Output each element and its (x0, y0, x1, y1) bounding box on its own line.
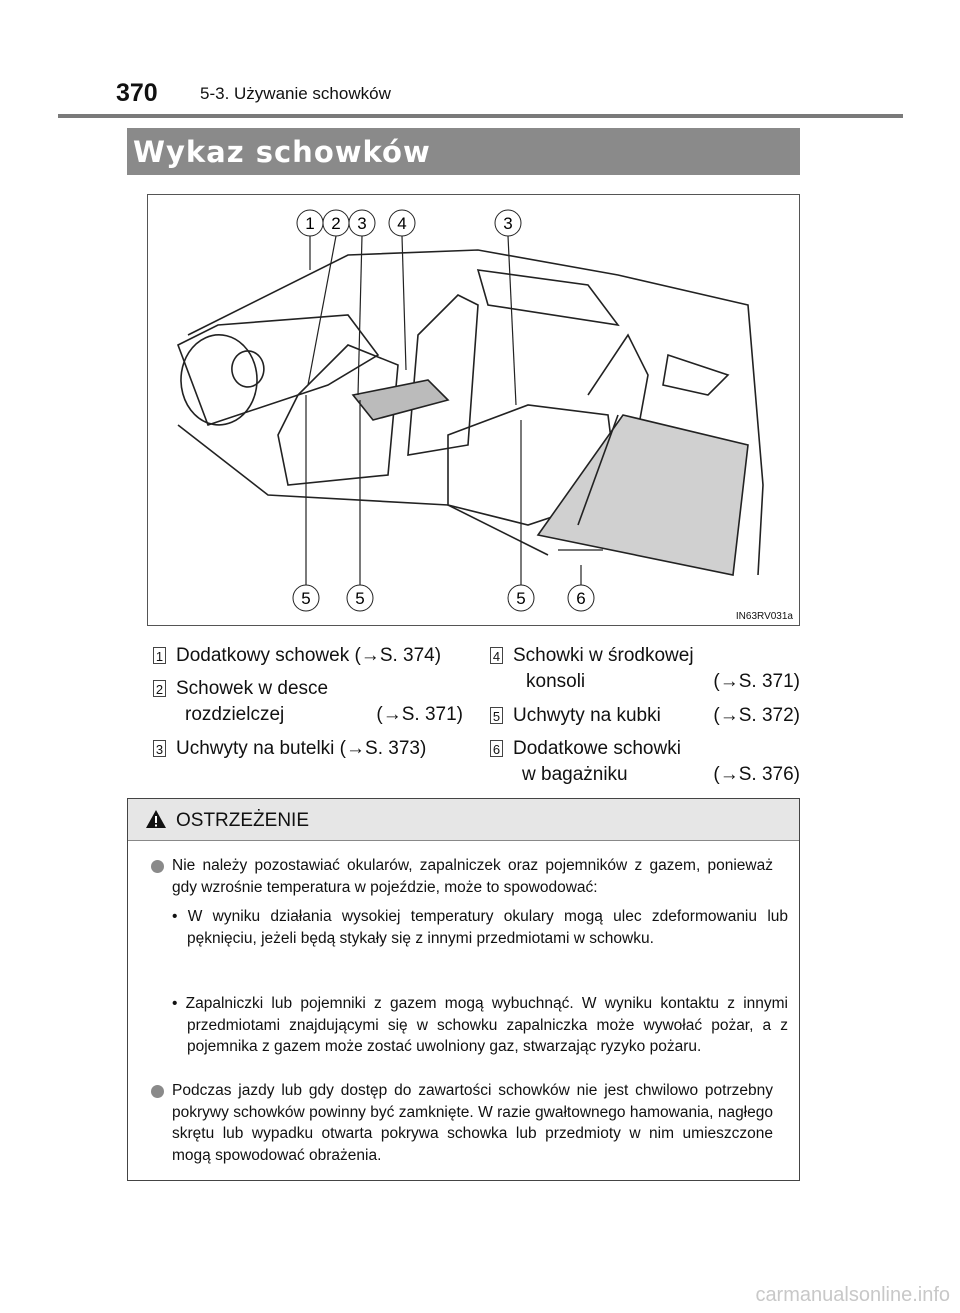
header-rule (58, 114, 903, 118)
passenger-seat (408, 295, 478, 455)
legend-label-line2: rozdzielczej (185, 704, 285, 725)
callout-2-top (323, 210, 349, 236)
legend-ref: S. 374 (379, 645, 435, 666)
svg-text:3: 3 (357, 214, 367, 233)
callout-4-top (389, 210, 415, 236)
svg-text:1: 1 (305, 214, 315, 233)
page-number: 370 (116, 79, 158, 107)
callout-3-top-right (495, 210, 521, 236)
warning-sub-2: • Zapalniczki lub pojemniki z gazem mogą wybuchnąć. W wyniku kontaktu z innymi przedmiotami znajdującymi się w schowku zapalniczka może wywołać pożar, a z pojemnika z gazem może zostać uwolniony gaz, stwarzając ryzyko pożaru. (172, 995, 788, 1055)
warning-bullet-1 (172, 855, 773, 898)
legend-ref: S. 371 (738, 671, 794, 692)
legend-item-6: 6 Dodatkowe schowki w bagażniku (→S. 376) (490, 736, 800, 788)
watermark: carmanualsonline.info (755, 1284, 950, 1306)
warning-header (128, 799, 799, 841)
callout-1-top (297, 210, 323, 236)
legend-ref: S. 372 (738, 705, 794, 726)
legend-number: 3 (153, 740, 166, 757)
warning-triangle-icon (145, 809, 167, 829)
callout-3-top (349, 210, 375, 236)
cargo-floor (538, 415, 748, 575)
legend-label: Uchwyty na butelki (176, 738, 335, 759)
legend-ref: S. 373 (365, 738, 420, 759)
legend-number: 1 (153, 647, 166, 664)
bullet-dot (151, 860, 164, 873)
legend-label: Dodatkowy schowek (176, 645, 350, 666)
legend-label: Schowki w środkowej (513, 645, 694, 666)
warning-title: OSTRZEŻENIE (176, 810, 310, 831)
callout-5-bottom-a (293, 585, 319, 611)
figure-code: IN63RV031a (735, 611, 793, 622)
page-title-bar (127, 128, 800, 175)
callout-5-bottom-b (347, 585, 373, 611)
car-interior-illustration (148, 195, 799, 625)
legend-item-3: 3 Uchwyty na butelki (→S. 373) (153, 736, 463, 762)
legend-number: 2 (153, 680, 166, 697)
svg-text:2: 2 (331, 214, 341, 233)
legend-number: 6 (490, 740, 503, 757)
legend-item-1: 1 Dodatkowy schowek (→S. 374) (153, 643, 463, 669)
page-title: Wykaz schowków (133, 135, 431, 169)
legend-item-5: 5 Uchwyty na kubki (→S. 372) (490, 703, 800, 729)
svg-text:3: 3 (503, 214, 513, 233)
steering-wheel (181, 335, 257, 425)
callout-5-bottom-c (508, 585, 534, 611)
legend-label: Uchwyty na kubki (513, 705, 661, 726)
center-console (353, 380, 448, 420)
legend-label: Dodatkowe schowki (513, 738, 681, 759)
legend-number: 5 (490, 707, 503, 724)
warning-bullet-1-text: Nie należy pozostawiać okularów, zapalniczek oraz pojemników z gazem, ponieważ gdy wzrośnie temperatura w pojeździe, może to spowodować: (172, 857, 773, 896)
legend-label-line2: konsoli (526, 671, 586, 692)
svg-text:4: 4 (397, 214, 407, 233)
legend-ref: S. 376 (738, 764, 794, 785)
svg-text:5: 5 (355, 589, 365, 608)
bullet-dot (151, 1085, 164, 1098)
callout-6-bottom (568, 585, 594, 611)
svg-text:5: 5 (516, 589, 526, 608)
legend-number: 4 (490, 647, 503, 664)
warning-bullet-2 (172, 1080, 773, 1166)
legend-ref: S. 371 (401, 704, 457, 725)
svg-text:6: 6 (576, 589, 586, 608)
dashboard (178, 315, 378, 425)
warning-bullet-2-text: Podczas jazdy lub gdy dostęp do zawartości schowków nie jest chwilowo potrzebny pokrywy schowków powinny być zamknięte. W razie gwałtownego hamowania, nagłego skrętu lub wypadku otwarta pokrywa schowka lub przedmioty w nim umieszczone mogą spowodować obrażenia. (172, 1082, 773, 1164)
legend-item-4: 4 Schowki w środkowej konsoli (→S. 371) (490, 643, 800, 695)
warning-box (127, 798, 800, 1181)
legend-label-line2: w bagażniku (522, 764, 628, 785)
car-interior-figure (147, 194, 800, 626)
svg-text:5: 5 (301, 589, 311, 608)
legend-label: Schowek w desce (176, 678, 329, 699)
legend-item-2: 2 Schowek w desce rozdzielczej (→S. 371) (153, 676, 463, 728)
section-title: 5-3. Używanie schowków (200, 84, 391, 103)
warning-sub-1: • W wyniku działania wysokiej temperatury okulary mogą ulec zdeformowaniu lub pęknięciu, jeżeli będą stykały się z innymi przedmiotami w schowku. (172, 908, 788, 947)
